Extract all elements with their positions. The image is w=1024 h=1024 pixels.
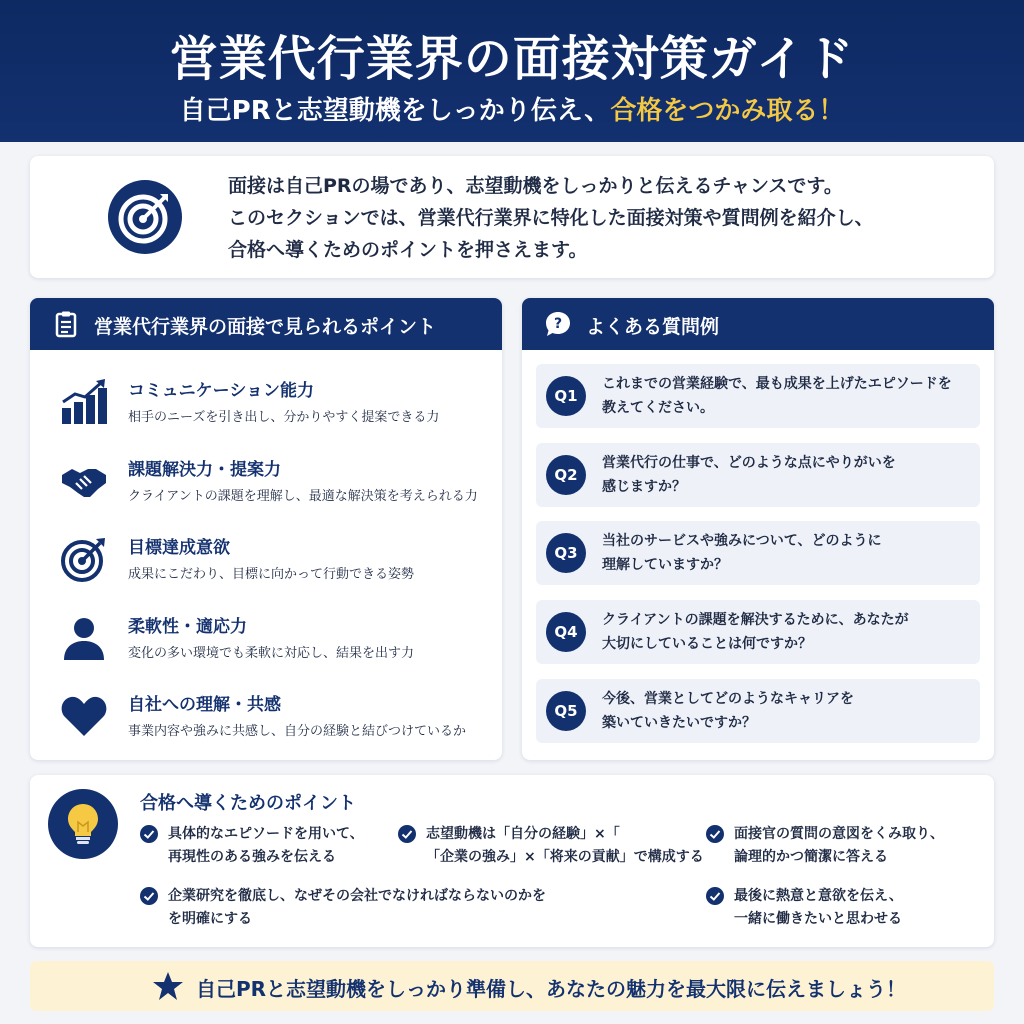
faq-item bbox=[536, 443, 980, 507]
question-text bbox=[602, 608, 972, 656]
check-circle-icon bbox=[706, 825, 724, 843]
faq-panel-title: よくある質問例 bbox=[586, 316, 720, 338]
point-title: 課題解決力・提案力 bbox=[128, 460, 281, 480]
tip-line: 具体的なエピソードを用いて、 bbox=[168, 826, 364, 842]
person-icon bbox=[60, 614, 108, 662]
question-line: 今後、営業としてどのようなキャリアを bbox=[602, 691, 854, 707]
question-bubble-icon bbox=[544, 310, 572, 338]
tip-line: を明確にする bbox=[168, 911, 252, 927]
question-line: 教えてください。 bbox=[602, 400, 714, 416]
point-item bbox=[30, 374, 502, 444]
tip-line: 最後に熱意と意欲を伝え、 bbox=[734, 888, 903, 904]
question-badge: Q3 bbox=[546, 533, 586, 573]
footer-banner bbox=[30, 961, 994, 1011]
question-line: 築いていきたいですか？ bbox=[602, 715, 756, 731]
faq-item bbox=[536, 600, 980, 664]
heart-icon bbox=[60, 692, 108, 740]
faq-panel bbox=[522, 298, 994, 760]
tip-text bbox=[168, 885, 546, 931]
check-circle-icon bbox=[140, 825, 158, 843]
points-panel-title: 営業代行業界の面接で見られるポイント bbox=[94, 316, 437, 338]
point-item bbox=[30, 688, 502, 758]
point-title: 自社への理解・共感 bbox=[128, 695, 281, 715]
check-circle-icon bbox=[398, 825, 416, 843]
point-desc: 変化の多い環境でも柔軟に対応し、結果を出す力 bbox=[128, 646, 415, 661]
faq-item bbox=[536, 521, 980, 585]
header-banner bbox=[0, 0, 1024, 142]
growth-chart-icon bbox=[60, 378, 108, 426]
tip-item bbox=[706, 823, 976, 871]
question-line: 当社のサービスや強みについて、どのように bbox=[602, 533, 882, 549]
subtitle-highlight: 合格をつかみ取る！ bbox=[610, 96, 845, 126]
intro-line: 合格へ導くためのポイントを押さえます。 bbox=[228, 239, 588, 261]
lightbulb-icon-badge bbox=[48, 789, 118, 859]
tips-title: 合格へ導くためのポイント bbox=[140, 793, 356, 814]
check-circle-icon bbox=[706, 887, 724, 905]
question-line: 大切にしていることは何ですか？ bbox=[602, 636, 812, 652]
faq-item bbox=[536, 679, 980, 743]
target-icon bbox=[108, 180, 182, 254]
tip-item bbox=[140, 823, 380, 871]
footer-text: 自己PRと志望動機をしっかり準備し、あなたの魅力を最大限に伝えましょう！ bbox=[196, 977, 907, 1001]
tip-item bbox=[140, 885, 680, 933]
question-badge: Q1 bbox=[546, 376, 586, 416]
subtitle-main: 自己PRと志望動機をしっかり伝え、 bbox=[179, 96, 611, 126]
question-line: これまでの営業経験で、最も成果を上げたエピソードを bbox=[602, 376, 952, 392]
question-line: 理解していますか？ bbox=[602, 557, 728, 573]
tip-text bbox=[734, 823, 944, 869]
point-desc: 事業内容や強みに共感し、自分の経験と結びつけているか bbox=[128, 724, 467, 739]
point-title: コミュニケーション能力 bbox=[128, 381, 314, 401]
intro-text bbox=[228, 170, 968, 266]
tip-line: 面接官の質問の意図をくみ取り、 bbox=[734, 826, 944, 842]
point-title: 目標達成意欲 bbox=[128, 538, 230, 558]
faq-panel-header bbox=[522, 298, 994, 350]
star-icon bbox=[152, 971, 184, 1001]
tip-line: 志望動機は「自分の経験」×「 bbox=[426, 826, 620, 842]
question-badge: Q4 bbox=[546, 612, 586, 652]
tip-line: 一緒に働きたいと思わせる bbox=[734, 911, 902, 927]
points-panel bbox=[30, 298, 502, 760]
lightbulb-icon bbox=[63, 802, 103, 846]
intro-card bbox=[30, 156, 994, 278]
clipboard-icon bbox=[52, 310, 80, 338]
tip-text bbox=[426, 823, 704, 869]
point-item bbox=[30, 610, 502, 680]
tips-card bbox=[30, 775, 994, 947]
tip-line: 論理的かつ簡潔に答える bbox=[734, 849, 888, 865]
question-line: 営業代行の仕事で、どのような点にやりがいを bbox=[602, 455, 896, 471]
point-desc: 成果にこだわり、目標に向かって行動できる姿勢 bbox=[128, 567, 415, 582]
question-text bbox=[602, 529, 972, 577]
check-circle-icon bbox=[140, 887, 158, 905]
point-desc: クライアントの課題を理解し、最適な解決策を考えられる力 bbox=[128, 489, 478, 504]
tip-text bbox=[734, 885, 903, 931]
faq-item bbox=[536, 364, 980, 428]
question-line: 感じますか？ bbox=[602, 479, 686, 495]
tip-text bbox=[168, 823, 364, 869]
point-item bbox=[30, 531, 502, 601]
page-subtitle bbox=[0, 90, 1024, 127]
point-title: 柔軟性・適応力 bbox=[128, 617, 247, 637]
question-text bbox=[602, 451, 972, 499]
page-title: 営業代行業界の面接対策ガイド bbox=[169, 31, 855, 87]
tip-item bbox=[706, 885, 976, 933]
question-badge: Q2 bbox=[546, 455, 586, 495]
point-item bbox=[30, 453, 502, 523]
tip-item bbox=[398, 823, 704, 871]
points-panel-header bbox=[30, 298, 502, 350]
target-icon bbox=[60, 535, 108, 583]
tip-line: 再現性のある強みを伝える bbox=[168, 849, 336, 865]
point-desc: 相手のニーズを引き出し、分かりやすく提案できる力 bbox=[128, 410, 440, 425]
tip-line: 企業研究を徹底し、なぜその会社でなければならないのかを bbox=[168, 888, 546, 904]
question-text bbox=[602, 372, 972, 420]
question-badge: Q5 bbox=[546, 691, 586, 731]
intro-line: このセクションでは、営業代行業界に特化した面接対策や質問例を紹介し、 bbox=[228, 207, 874, 229]
question-line: クライアントの課題を解決するために、あなたが bbox=[602, 612, 909, 628]
question-text bbox=[602, 687, 972, 735]
svg-text:?: ? bbox=[553, 316, 563, 332]
tip-line: 「企業の強み」×「将来の貢献」で構成する bbox=[426, 849, 704, 865]
intro-line: 面接は自己PRの場であり、志望動機をしっかりと伝えるチャンスです。 bbox=[228, 175, 843, 197]
handshake-icon bbox=[60, 457, 108, 505]
